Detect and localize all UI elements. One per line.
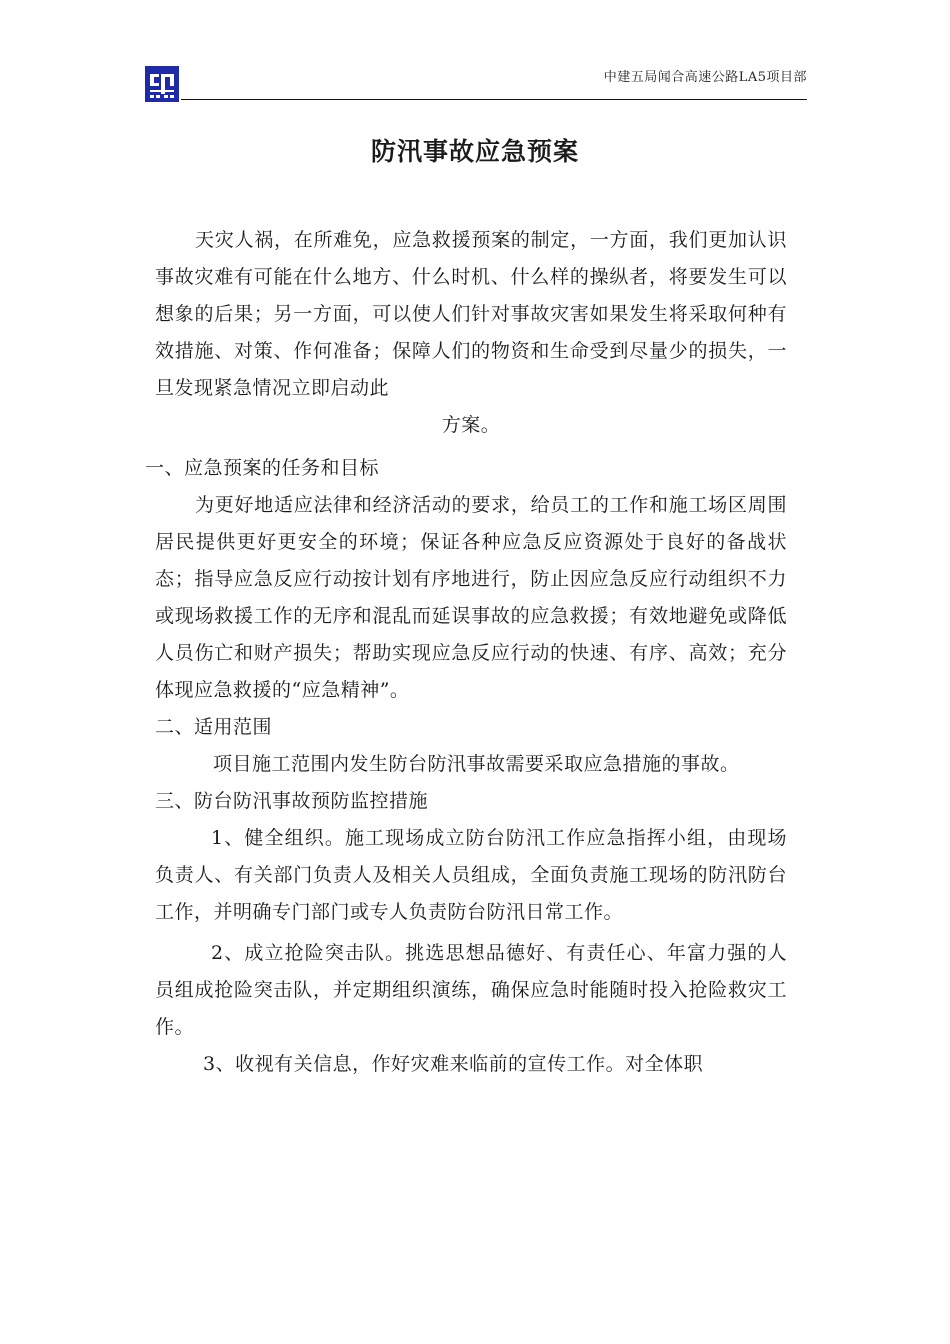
section-1-heading: 一、应急预案的任务和目标 [145,457,380,479]
section-3-item-1: 1、健全组织。施工现场成立防台防汛工作应急指挥小组，由现场负责人、有关部门负责人及相关人员组成，全面负责施工现场的防汛防台工作，并明确专门部门或专人负责防台防汛日常工作。 [155,827,787,923]
section-3-item-2: 2、成立抢险突击队。挑选思想品德好、有责任心、年富力强的人员组成抢险突击队，并定期组织演练，确保应急时能随时投入抢险救灾工作。 [155,942,787,1038]
cscec-logo [145,66,179,102]
header-org-text: 中建五局闻合高速公路LA5项目部 [603,70,807,85]
document-title: 防汛事故应急预案 [370,137,579,166]
intro-paragraph-tail: 方案。 [441,414,501,436]
page-header [145,66,807,102]
intro-paragraph: 天灾人祸，在所难免，应急救援预案的制定，一方面，我们更加认识事故灾难有可能在什么地方、什么时机、什么样的操纵者，将要发生可以想象的后果；另一方面，可以使人们针对事故灾害如果发生将采取何种有效措施、对策、作何准备；保障人们的物资和生命受到尽量少的损失，一旦发现紧急情况立即启动此 [155,229,787,399]
section-2-paragraph: 项目施工范围内发生防台防汛事故需要采取应急措施的事故。 [213,753,740,775]
section-3-item-3: 3、收视有关信息，作好灾难来临前的宣传工作。对全体职 [203,1053,704,1075]
header-rule [181,99,807,100]
document-body [145,222,787,1083]
section-2-heading: 二、适用范围 [155,716,273,738]
section-3-heading: 三、防台防汛事故预防监控措施 [155,790,429,812]
section-1-paragraph: 为更好地适应法律和经济活动的要求，给员工的工作和施工场区周围居民提供更好更安全的环境；保证各种应急反应资源处于良好的备战状态；指导应急反应行动按计划有序地进行，防止因应急反应行动组织不力或现场救援工作的无序和混乱而延误事故的应急救援；有效地避免或降低人员伤亡和财产损失；帮助实现应急反应行动的快速、有序、高效；充分体现应急救援的“应急精神”。 [155,494,787,701]
